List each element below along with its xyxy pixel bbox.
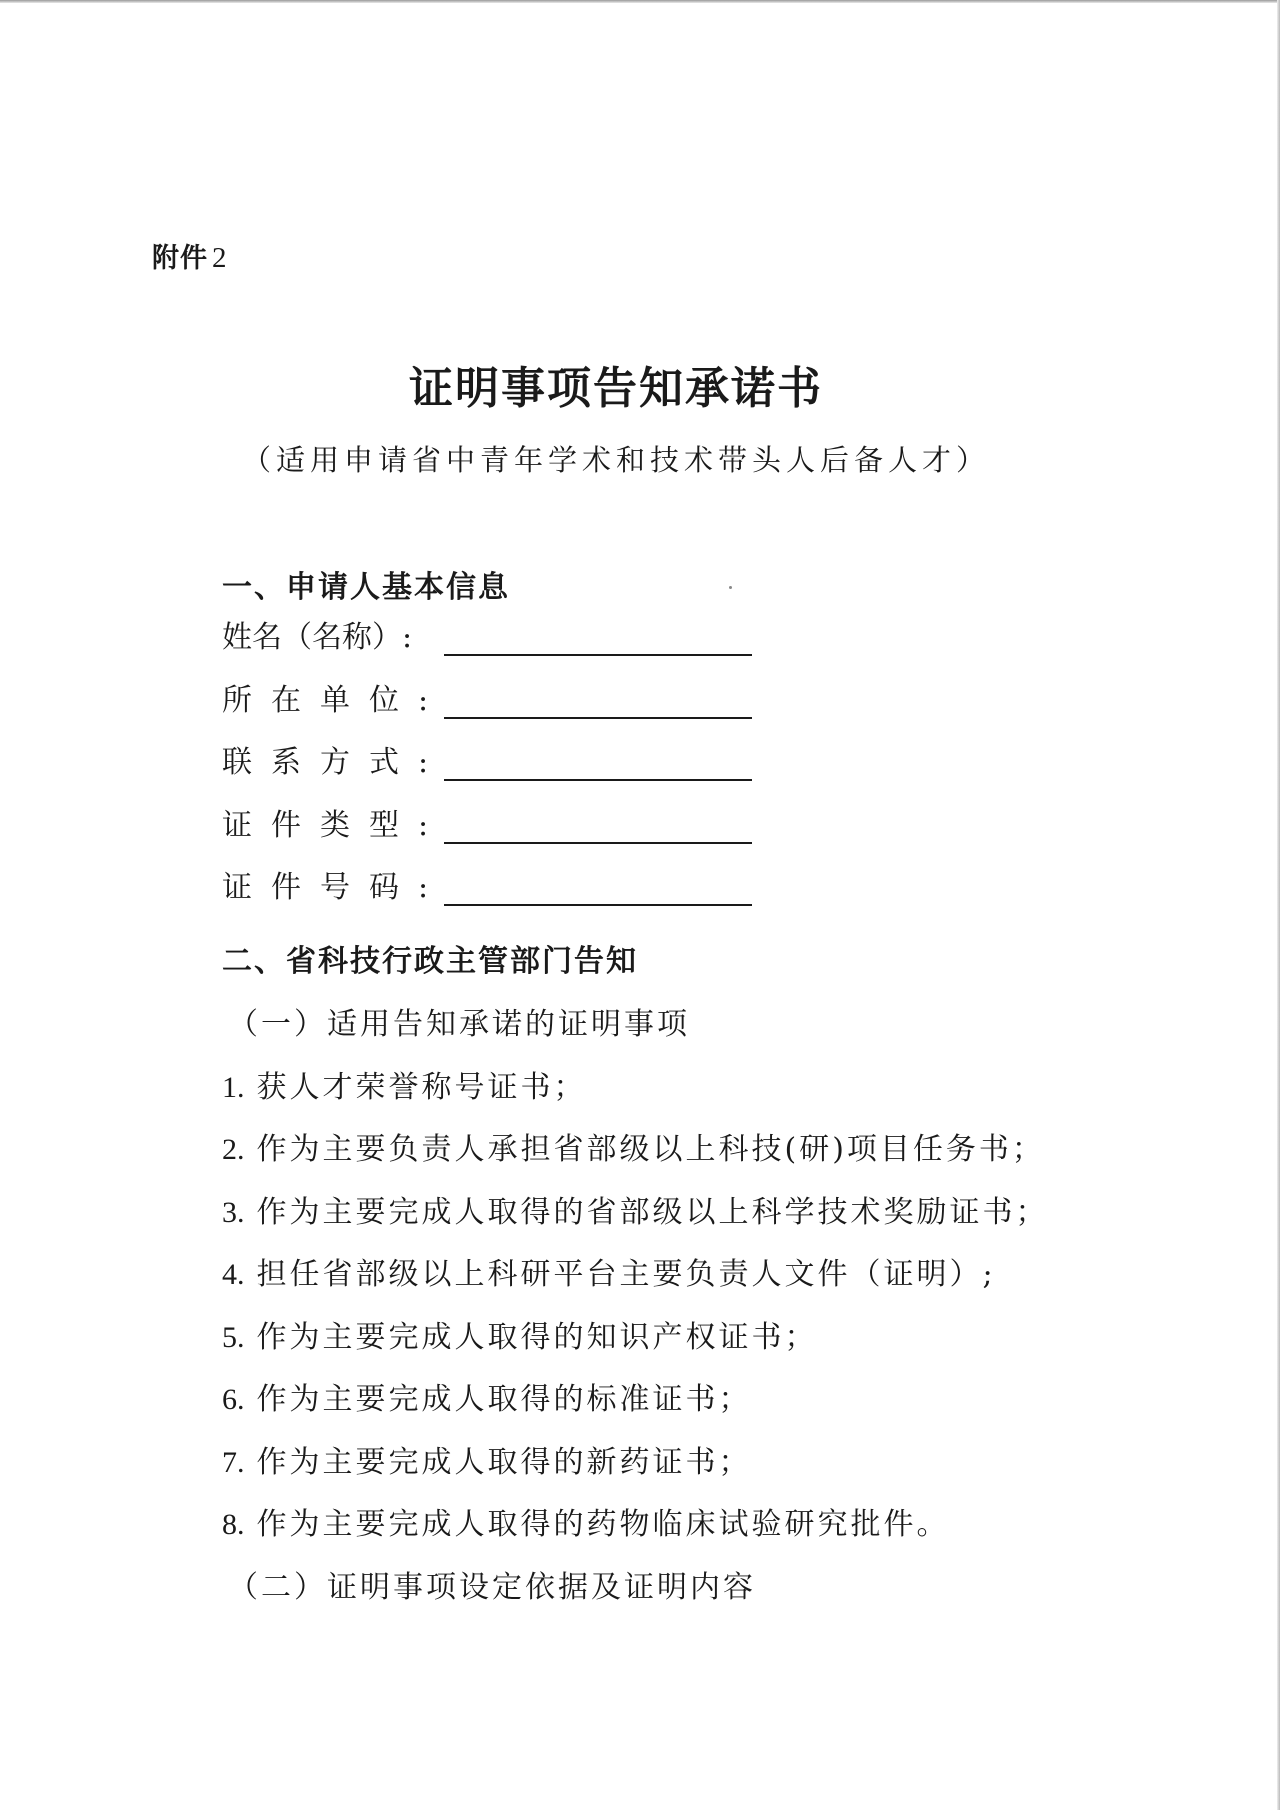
list-item [222,1374,752,1418]
attachment-label [152,236,228,275]
list-item [222,1249,996,1293]
list-item-number: 3. [222,1196,245,1229]
scan-edge-top [0,0,1280,3]
organization-input-line[interactable] [444,683,752,719]
section-heading-notification: 二、省科技行政主管部门告知 [222,944,638,979]
field-contact [222,741,752,781]
list-item-text: 作为主要完成人取得的标准证书； [256,1382,752,1417]
contact-input-line[interactable] [444,745,752,781]
list-item-text: 作为主要完成人取得的知识产权证书； [256,1320,818,1355]
list-item-text: 获人才荣誉称号证书； [256,1070,587,1105]
id-type-input-line[interactable] [444,808,752,844]
list-item [222,1124,1045,1168]
list-item-text: 作为主要完成人取得的省部级以上科学技术奖励证书； [256,1195,1049,1230]
subsection-heading-basis-and-content: （二）证明事项设定依据及证明内容 [228,1570,756,1605]
attachment-number: 2 [212,242,228,274]
field-label: 姓名（名称）: [222,620,413,655]
section-heading-applicant-info: 一、申请人基本信息 [222,570,510,605]
list-item [222,1187,1049,1231]
list-item-number: 6. [222,1383,245,1416]
field-label: 所在单位: [222,683,448,718]
scan-speck [729,586,732,589]
attachment-label-text: 附件 [152,243,208,274]
field-id-number [222,866,752,906]
field-label: 证件号码: [222,870,448,905]
list-item-number: 1. [222,1071,245,1104]
list-item [222,1312,818,1356]
list-item-number: 5. [222,1321,245,1354]
list-item-text: 担任省部级以上科研平台主要负责人文件（证明）; [256,1257,996,1292]
field-name [222,616,752,656]
list-item-number: 2. [222,1133,245,1166]
id-number-input-line[interactable] [444,870,752,906]
list-item [222,1499,950,1543]
field-label: 证件类型: [222,808,448,843]
list-item-text: 作为主要负责人承担省部级以上科技(研)项目任务书； [256,1132,1045,1167]
list-item-number: 4. [222,1258,245,1291]
subsection-heading-applicable-items: （一）适用告知承诺的证明事项 [228,1007,690,1042]
list-item-number: 7. [222,1446,245,1479]
list-item-number: 8. [222,1508,245,1541]
list-item-text: 作为主要完成人取得的药物临床试验研究批件。 [256,1507,950,1542]
field-label: 联系方式: [222,745,448,780]
field-organization [222,679,752,719]
document-subtitle: （适用申请省中青年学术和技术带头人后备人才） [241,443,990,477]
list-item [222,1437,752,1481]
list-item [222,1062,587,1106]
field-id-type [222,804,752,844]
list-item-text: 作为主要完成人取得的新药证书； [256,1445,752,1480]
document-title: 证明事项告知承诺书 [409,363,823,414]
name-input-line[interactable] [444,620,752,656]
